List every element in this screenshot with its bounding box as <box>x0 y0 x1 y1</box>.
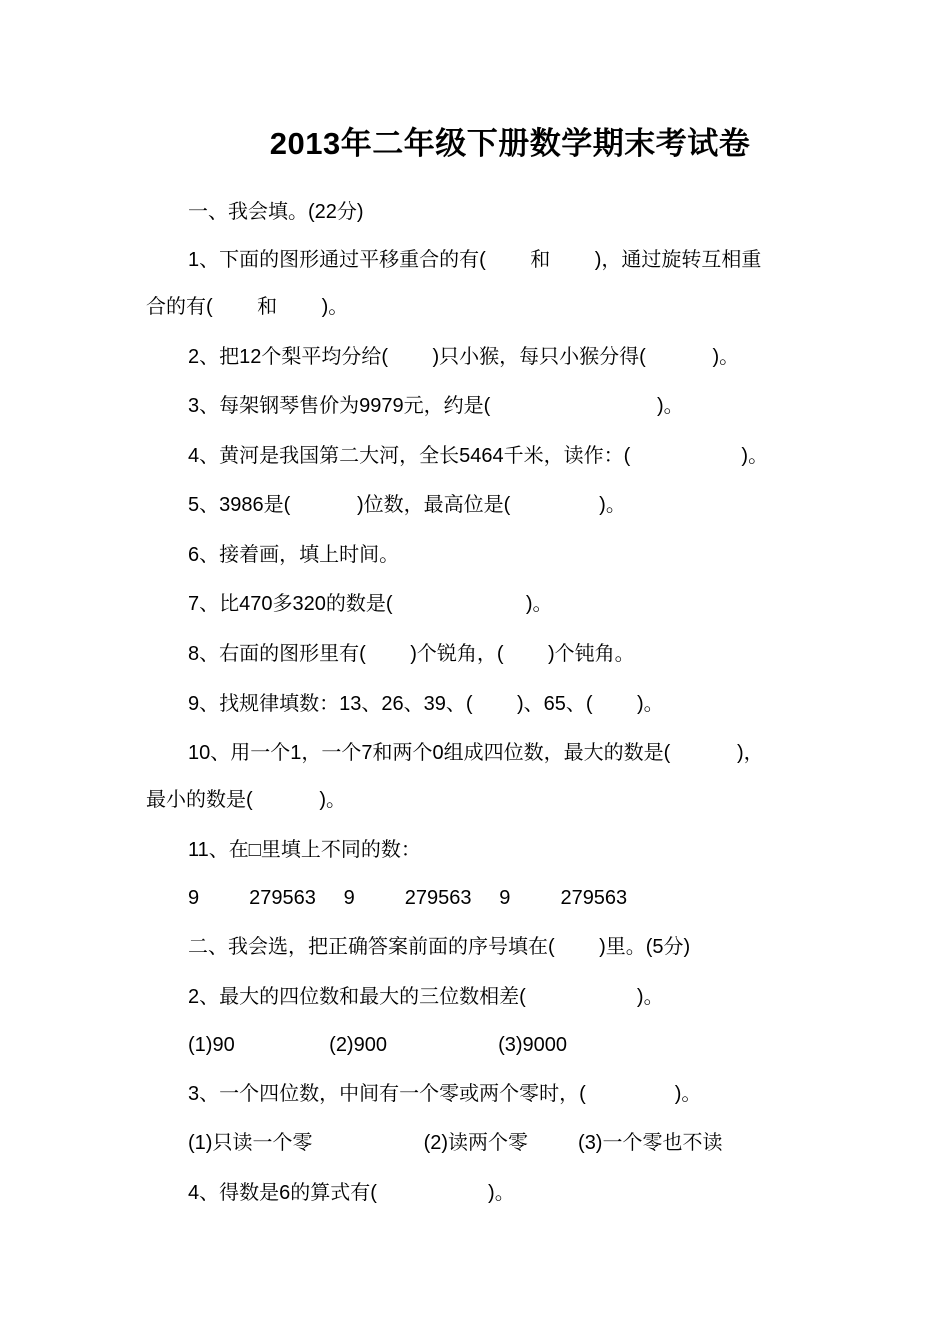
section-1-heading: 一、我会填。(22分) <box>188 201 364 223</box>
choice-question-4: 4、得数是6的算式有( )。 <box>188 1182 515 1204</box>
choice-question-3: 3、一个四位数，中间有一个零或两个零时，( )。 <box>188 1083 702 1105</box>
page-title: 2013年二年级下册数学期末考试卷 <box>269 126 751 161</box>
question-11: 11、在□里填上不同的数： <box>188 839 421 861</box>
question-10-line-1: 10、用一个1，一个7和两个0组成四位数，最大的数是( )， <box>188 742 764 764</box>
question-1-line-2: 合的有( 和 )。 <box>146 296 349 318</box>
question-10-line-2: 最小的数是( )。 <box>146 789 346 811</box>
choice-question-2-options: (1)90 (2)900 (3)9000 <box>188 1034 568 1056</box>
question-3: 3、每架钢琴售价为9979元，约是( )。 <box>188 395 684 417</box>
choice-question-2: 2、最大的四位数和最大的三位数相差( )。 <box>188 986 664 1008</box>
question-2: 2、把12个梨平均分给( )只小猴，每只小猴分得( )。 <box>188 346 740 368</box>
question-7: 7、比470多320的数是( )。 <box>188 593 553 615</box>
choice-question-3-options: (1)只读一个零 (2)读两个零 (3)一个零也不读 <box>188 1132 723 1154</box>
question-4: 4、黄河是我国第二大河，全长5464千米，读作：( )。 <box>188 445 769 467</box>
question-8: 8、右面的图形里有( )个锐角，( )个钝角。 <box>188 643 635 665</box>
section-2-heading: 二、我会选，把正确答案前面的序号填在( )里。(5分) <box>188 936 691 958</box>
question-6: 6、接着画，填上时间。 <box>188 544 400 566</box>
question-11-numbers: 9 279563 9 279563 9 279563 <box>188 887 628 909</box>
question-1-line-1: 1、下面的图形通过平移重合的有( 和 )，通过旋转互相重 <box>188 249 762 271</box>
question-5: 5、3986是( )位数，最高位是( )。 <box>188 494 626 516</box>
question-9: 9、找规律填数：13、26、39、( )、65、( )。 <box>188 693 664 715</box>
